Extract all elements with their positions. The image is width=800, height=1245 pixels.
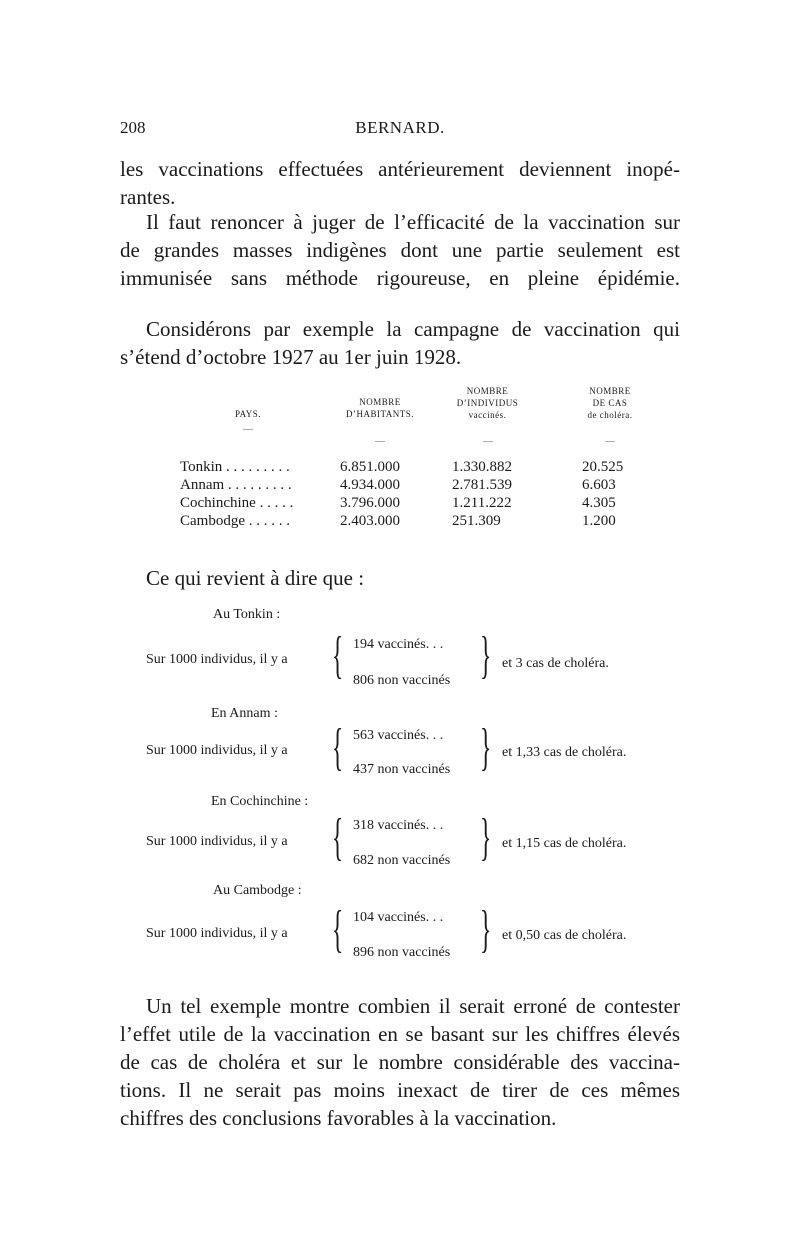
- cell-pays: Cochinchine . . . . .: [180, 495, 294, 511]
- right-brace: }: [480, 719, 492, 776]
- text-line: s’étend d’octobre 1927 au 1er juin 1928.: [120, 345, 462, 369]
- table-header-habitants: [325, 396, 435, 420]
- text-line: chiffres des conclusions favorables à la vaccination.: [120, 1106, 557, 1130]
- divider: —: [605, 436, 615, 447]
- cell-vaccines: 251.309: [452, 513, 501, 529]
- cell-cholera: 1.200: [582, 513, 616, 529]
- text-line: Considérons par exemple la campagne de vaccination qui: [146, 317, 680, 341]
- text-line: de grandes masses indigènes dont une partie seulement est: [120, 238, 680, 262]
- cell-vaccines: 1.211.222: [452, 495, 512, 511]
- header-line: NOMBRE: [359, 397, 401, 407]
- group-result: et 1,15 cas de choléra.: [502, 836, 627, 851]
- header-line: D’INDIVIDUS: [456, 398, 519, 408]
- cell-habitants: 2.403.000: [340, 513, 400, 529]
- group-title: En Annam :: [211, 706, 278, 721]
- right-brace: }: [480, 627, 492, 684]
- header-line: NOMBRE: [466, 386, 509, 396]
- table-header-cholera: [550, 385, 670, 421]
- group-result: et 3 cas de choléra.: [502, 656, 609, 671]
- page-header: [120, 118, 680, 142]
- text-line: les vaccinations effectuées antérieurement deviennent inopé-: [120, 157, 680, 181]
- text-line: tions. Il ne serait pas moins inexact de tirer de ces mêmes: [120, 1078, 680, 1102]
- paragraph-2: [120, 208, 680, 292]
- header-line: NOMBRE: [589, 386, 631, 396]
- running-title: BERNARD.: [355, 118, 445, 137]
- group-title: Au Cambodge :: [213, 883, 302, 898]
- vaccinated-count: 563 vaccinés. . .: [353, 728, 444, 743]
- group-intro: Sur 1000 individus, il y a: [146, 834, 288, 849]
- text-line: rantes.: [120, 185, 176, 209]
- right-brace: }: [480, 809, 492, 866]
- group-title: En Cochinchine :: [211, 794, 309, 809]
- left-brace: {: [332, 627, 344, 684]
- table-row: [180, 458, 680, 476]
- header-line: de choléra.: [587, 410, 633, 420]
- cell-vaccines: 1.330.882: [452, 459, 512, 475]
- cell-cholera: 4.305: [582, 495, 616, 511]
- paragraph-1: [120, 155, 680, 211]
- text-line: de cas de choléra et sur le nombre considérable des vaccina-: [120, 1050, 680, 1074]
- text-line: Un tel exemple montre combien il serait erroné de contester: [146, 994, 680, 1018]
- group-intro: Sur 1000 individus, il y a: [146, 743, 288, 758]
- cell-pays: Cambodge . . . . . .: [180, 513, 290, 529]
- vaccinated-count: 104 vaccinés. . .: [353, 910, 444, 925]
- table-row: [180, 512, 680, 530]
- left-brace: {: [332, 901, 344, 958]
- header-line: D’HABITANTS.: [345, 409, 415, 419]
- table-header-pays: PAYS.: [234, 409, 262, 419]
- cell-habitants: 6.851.000: [340, 459, 400, 475]
- header-line: DE CAS: [592, 398, 628, 408]
- cell-cholera: 20.525: [582, 459, 624, 475]
- unvaccinated-count: 896 non vaccinés: [353, 945, 451, 960]
- cell-vaccines: 2.781.539: [452, 477, 512, 493]
- text-line: l’effet utile de la vaccination en se basant sur les chiffres élevés: [120, 1022, 680, 1046]
- revient-text: Ce qui revient à dire que :: [146, 566, 365, 590]
- text-line: Il faut renoncer à juger de l’efficacité de la vaccination sur: [146, 210, 680, 234]
- cell-habitants: 4.934.000: [340, 477, 400, 493]
- paragraph-3: [120, 315, 680, 371]
- table-header-vaccines: [435, 385, 540, 421]
- cell-habitants: 3.796.000: [340, 495, 400, 511]
- right-brace: }: [480, 901, 492, 958]
- page-number: 208: [120, 118, 146, 137]
- cell-pays: Tonkin . . . . . . . . .: [180, 459, 290, 475]
- unvaccinated-count: 437 non vaccinés: [353, 762, 451, 777]
- table-row: [180, 494, 680, 512]
- cell-pays: Annam . . . . . . . . .: [180, 477, 292, 493]
- group-intro: Sur 1000 individus, il y a: [146, 926, 288, 941]
- vaccinated-count: 194 vaccinés. . .: [353, 637, 444, 652]
- vaccinated-count: 318 vaccinés. . .: [353, 818, 444, 833]
- group-result: et 1,33 cas de choléra.: [502, 745, 627, 760]
- divider: —: [243, 424, 253, 435]
- left-brace: {: [332, 809, 344, 866]
- group-result: et 0,50 cas de choléra.: [502, 928, 627, 943]
- unvaccinated-count: 806 non vaccinés: [353, 673, 451, 688]
- cell-cholera: 6.603: [582, 477, 616, 493]
- unvaccinated-count: 682 non vaccinés: [353, 853, 451, 868]
- group-intro: Sur 1000 individus, il y a: [146, 652, 288, 667]
- group-title: Au Tonkin :: [213, 607, 281, 622]
- divider: —: [483, 436, 493, 447]
- table-body: [180, 458, 680, 530]
- divider: —: [375, 436, 385, 447]
- conclusion-paragraph: [120, 992, 680, 1132]
- table-row: [180, 476, 680, 494]
- left-brace: {: [332, 719, 344, 776]
- header-line: vaccinés.: [468, 410, 507, 420]
- text-line: immunisée sans méthode rigoureuse, en pleine épidémie.: [120, 266, 680, 290]
